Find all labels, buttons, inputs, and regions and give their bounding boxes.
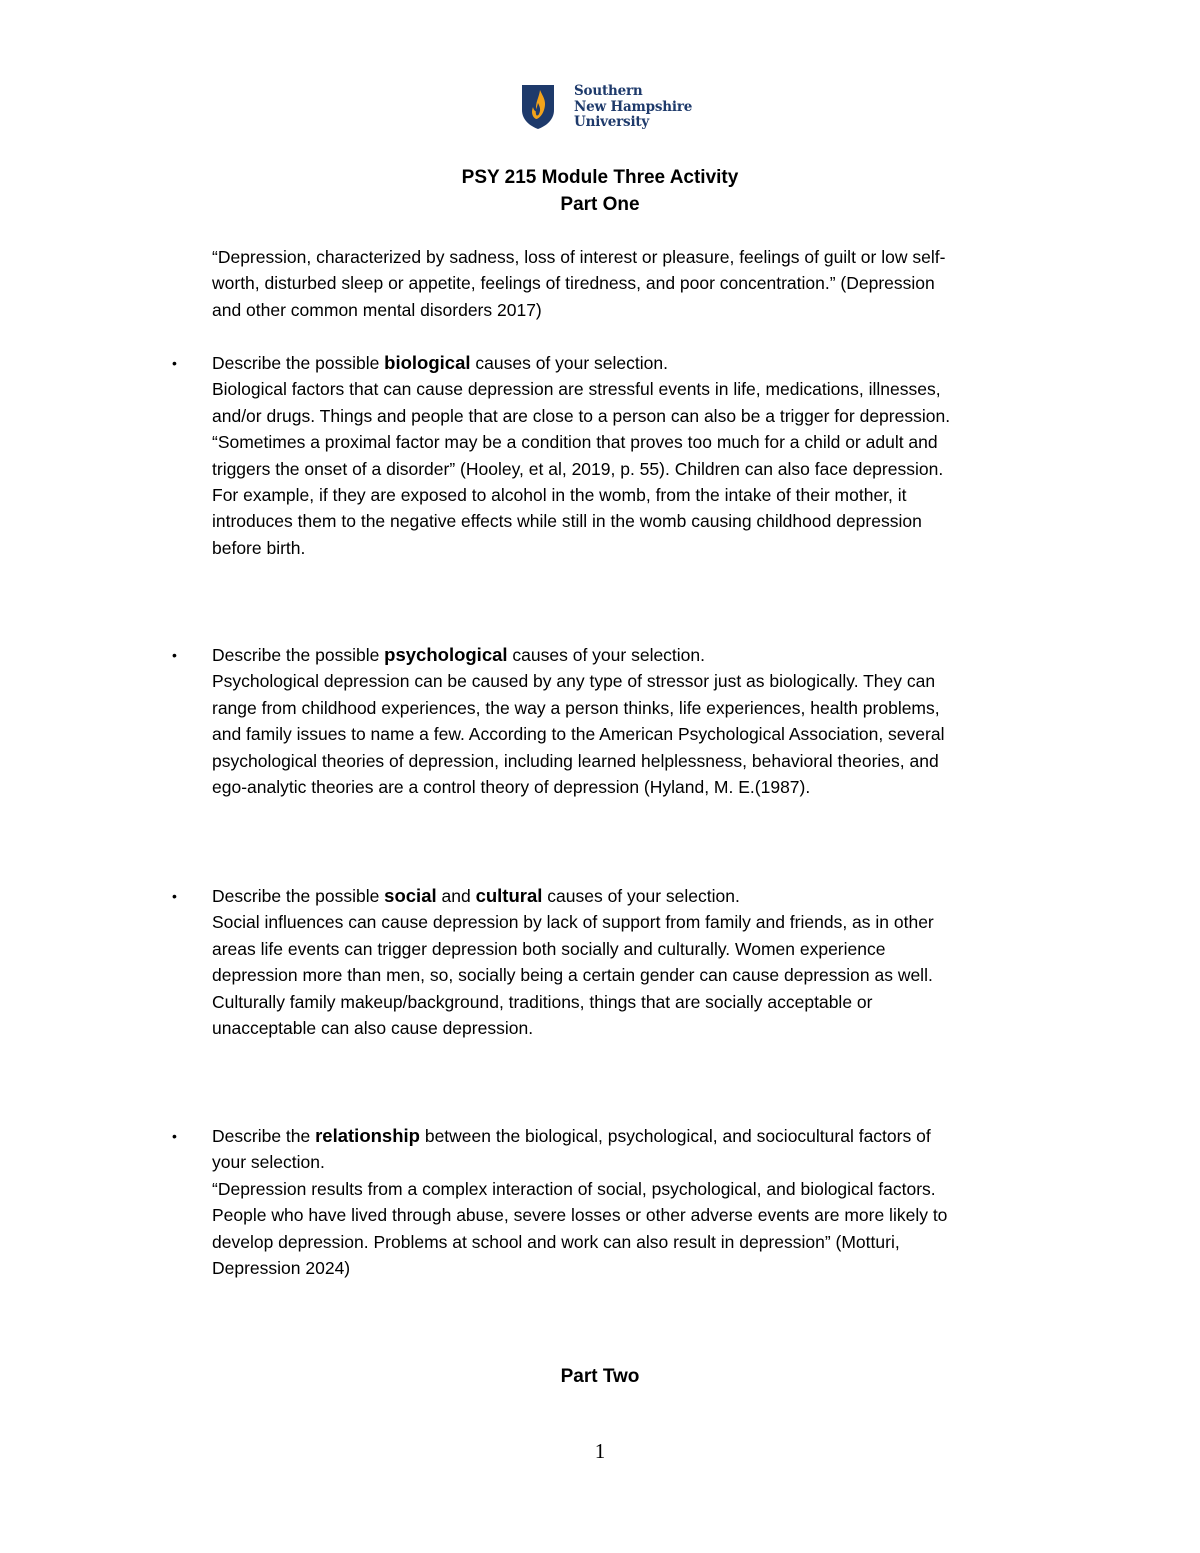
answer-line: range from childhood experiences, the way a person thinks, life experiences, health problems, [212,697,940,718]
section-prompt [212,883,1072,909]
section-prompt [212,642,1072,668]
prompt-text: Describe the possible [212,645,385,665]
answer-line: depression more than men, so, socially being a certain gender can cause depression as well. [212,965,933,986]
prompt-emphasis: cultural [475,885,543,906]
quote-line: and other common mental disorders 2017) [212,299,542,320]
answer-line: Depression 2024) [212,1257,351,1278]
quote-line: worth, disturbed sleep or appetite, feelings of tiredness, and poor concentration.” (Depression [212,273,935,294]
prompt-text: causes of your selection. [542,886,740,906]
answer-line: psychological theories of depression, including learned helplessness, behavioral theories, and [212,750,939,771]
part-one-heading: Part One [560,194,640,215]
bullet-icon: • [172,355,177,371]
part-two-heading: Part Two [560,1366,640,1387]
answer-line: Biological factors that can cause depression are stressful events in life, medications, illnesses, [212,379,941,400]
bullet-icon: • [172,1128,177,1144]
answer-line: For example, if they are exposed to alcohol in the womb, from the intake of their mother, it [212,484,907,505]
bullet-icon: • [172,647,177,663]
answer-line: Social influences can cause depression by lack of support from family and friends, as in other [212,912,934,933]
section-psychological [212,642,1072,800]
prompt-text: Describe the possible [212,886,385,906]
prompt-emphasis: biological [384,352,471,373]
section-biological [212,350,1072,561]
section-prompt [212,1123,1072,1149]
logo-line: New Hampshire [574,98,693,115]
definition-quote [212,244,1072,323]
answer-line: ego-analytic theories are a control theory of depression (Hyland, M. E.(1987). [212,776,811,797]
university-logo [521,84,691,132]
page-number: 1 [594,1439,606,1463]
prompt-emphasis: social [384,885,437,906]
answer-line: and family issues to name a few. According to the American Psychological Association, several [212,724,945,745]
shield-flame-icon [521,84,555,130]
prompt-text: between the biological, psychological, and sociocultural factors of [419,1126,931,1146]
answer-line: before birth. [212,537,306,558]
section-social-cultural [212,883,1072,1041]
answer-line: Culturally family makeup/background, traditions, things that are socially acceptable or [212,991,873,1012]
document-title: PSY 215 Module Three Activity [461,167,739,188]
quote-line: “Depression, characterized by sadness, loss of interest or pleasure, feelings of guilt or low self- [212,247,946,267]
section-relationship [212,1123,1072,1281]
prompt-text: causes of your selection. [507,645,706,665]
answer-line: areas life events can trigger depression both socially and culturally. Women experience [212,938,886,959]
bullet-icon: • [172,888,177,904]
prompt-text: causes of your selection. [470,353,668,373]
answer-line: triggers the onset of a disorder” (Hooley, et al, 2019, p. 55). Children can also face depression. [212,458,944,479]
logo-line: University [574,114,650,130]
answer-line: Psychological depression can be caused by any type of stressor just as biologically. They can [212,671,936,692]
answer-line: develop depression. Problems at school and work can also result in depression” (Motturi, [212,1231,900,1252]
section-prompt [212,350,1072,376]
answer-line: “Depression results from a complex interaction of social, psychological, and biological factors. [212,1178,936,1199]
logo-wordmark [574,84,692,131]
answer-line: unacceptable can also cause depression. [212,1017,534,1038]
prompt-emphasis: relationship [315,1125,420,1146]
section-prompt-continued: your selection. [212,1152,325,1173]
prompt-text: and [436,886,476,906]
answer-line: People who have lived through abuse, severe losses or other adverse events are more likely to [212,1205,948,1226]
logo-line: Southern [574,83,643,99]
answer-line: introduces them to the negative effects while still in the womb causing childhood depression [212,511,922,532]
prompt-text: Describe the possible [212,353,385,373]
prompt-emphasis: psychological [384,644,508,665]
answer-line: and/or drugs. Things and people that are close to a person can also be a trigger for depression. [212,405,951,426]
answer-line: “Sometimes a proximal factor may be a condition that proves too much for a child or adult and [212,432,938,453]
prompt-text: Describe the [212,1126,316,1146]
